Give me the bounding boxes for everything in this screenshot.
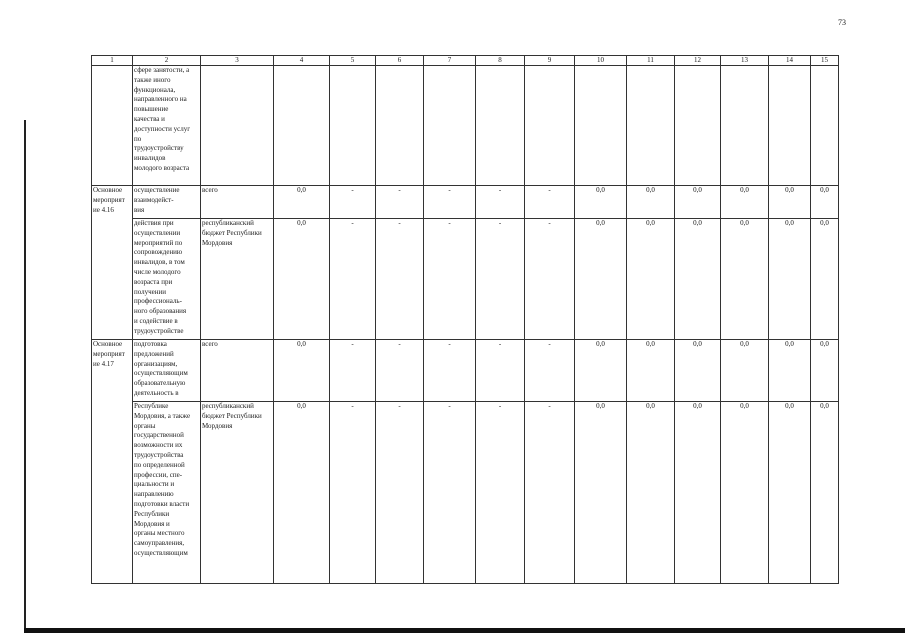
table-row-continuation [92, 66, 839, 186]
measure-name-cell [92, 66, 133, 186]
value-cell: - [424, 219, 476, 340]
column-number: 6 [376, 56, 424, 66]
page-number: 73 [838, 18, 846, 27]
value-cell: 0,0 [627, 219, 675, 340]
value-cell: 0,0 [769, 186, 811, 219]
value-cell: 0,0 [274, 219, 330, 340]
value-cell: 0,0 [675, 402, 721, 584]
value-cell: - [525, 402, 575, 584]
column-number: 4 [274, 56, 330, 66]
value-cell: 0,0 [675, 340, 721, 402]
measure-name-cell: Основное мероприят ие 4.17 [92, 340, 133, 584]
value-cell: 0,0 [575, 219, 627, 340]
value-cell: 0,0 [721, 219, 769, 340]
value-cell: - [424, 340, 476, 402]
table-row-416-total [92, 186, 839, 219]
value-cell: - [376, 402, 424, 584]
value-cell: 0,0 [575, 186, 627, 219]
value-cell: 0,0 [627, 186, 675, 219]
value-cell: 0,0 [627, 402, 675, 584]
value-cell: 0,0 [811, 340, 839, 402]
value-cell: - [330, 340, 376, 402]
column-number: 1 [92, 56, 133, 66]
column-number: 11 [627, 56, 675, 66]
column-number: 7 [424, 56, 476, 66]
value-cell: - [476, 340, 525, 402]
measure-description-cell: Республике Мордовия, а также органы государственной возможности их трудоустройства по определенной профессии, спе- циальности и направлению подготовки власти Республики Мордовия и органы местного самоуправления, осуществляющим [133, 402, 201, 584]
funding-source-cell: всего [201, 340, 274, 402]
left-scan-edge [24, 120, 26, 630]
table-row-417-budget [92, 402, 839, 584]
column-number: 2 [133, 56, 201, 66]
value-cell: - [376, 219, 424, 340]
value-cell: 0,0 [811, 186, 839, 219]
value-cell: - [525, 219, 575, 340]
value-cell: 0,0 [721, 186, 769, 219]
value-cell: - [525, 340, 575, 402]
value-cell: - [330, 186, 376, 219]
measure-description-cell: действия при осуществлении мероприятий по сопровождению инвалидов, в том числе молодого возраста при получении профессиональ- ного образования и содействие в трудоустройстве [133, 219, 201, 340]
value-cell: 0,0 [575, 402, 627, 584]
measure-name-cell: Основное мероприят ие 4.16 [92, 186, 133, 340]
program-table [91, 55, 839, 584]
column-number: 8 [476, 56, 525, 66]
value-cell: 0,0 [575, 340, 627, 402]
table-row-417-total [92, 340, 839, 402]
value-cell: 0,0 [721, 340, 769, 402]
value-cell: - [330, 402, 376, 584]
column-number-row [92, 56, 839, 66]
column-number: 10 [575, 56, 627, 66]
value-cell: 0,0 [675, 186, 721, 219]
funding-source-cell: республиканский бюджет Республики Мордовия [201, 402, 274, 584]
value-cell: - [476, 219, 525, 340]
measure-description-cell: сфере занятости, а также иного функционала, направленного на повышение качества и доступности услуг по трудоустройству инвалидов молодого возраста [133, 66, 201, 186]
value-cell: 0,0 [811, 219, 839, 340]
column-number: 9 [525, 56, 575, 66]
value-cell: 0,0 [769, 219, 811, 340]
value-cell: - [376, 340, 424, 402]
column-number: 12 [675, 56, 721, 66]
funding-source-cell: республиканский бюджет Республики Мордовия [201, 219, 274, 340]
value-cell: - [525, 186, 575, 219]
value-cell: 0,0 [675, 219, 721, 340]
value-cell: - [424, 402, 476, 584]
value-cell: 0,0 [769, 402, 811, 584]
column-number: 14 [769, 56, 811, 66]
value-cell: 0,0 [627, 340, 675, 402]
value-cell: - [376, 186, 424, 219]
measure-description-cell: осуществление взаимодейст- вия [133, 186, 201, 219]
value-cell: 0,0 [721, 402, 769, 584]
funding-source-cell [201, 66, 274, 186]
value-cell: - [330, 219, 376, 340]
value-cell: 0,0 [274, 186, 330, 219]
column-number: 13 [721, 56, 769, 66]
value-cell: 0,0 [769, 340, 811, 402]
value-cell: - [476, 402, 525, 584]
column-number: 5 [330, 56, 376, 66]
measure-description-cell: подготовка предложений организациям, осуществляющим образовательную деятельность в [133, 340, 201, 402]
table-row-416-budget [92, 219, 839, 340]
value-cell: - [424, 186, 476, 219]
column-number: 15 [811, 56, 839, 66]
column-number: 3 [201, 56, 274, 66]
value-cell: 0,0 [274, 340, 330, 402]
value-cell: 0,0 [811, 402, 839, 584]
funding-source-cell: всего [201, 186, 274, 219]
value-cell: - [476, 186, 525, 219]
value-cell: 0,0 [274, 402, 330, 584]
bottom-scan-edge [24, 628, 905, 633]
